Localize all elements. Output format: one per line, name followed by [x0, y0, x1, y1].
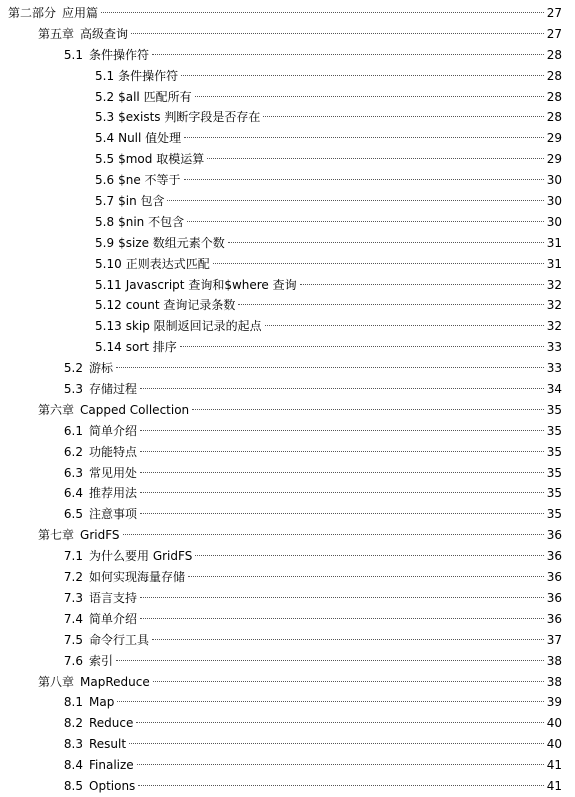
toc-leader-dots	[195, 555, 543, 556]
toc-entry-number: 7.4	[63, 611, 83, 626]
toc-entry-number: 5.11	[95, 277, 122, 292]
toc-entry-number: 5.9	[95, 235, 115, 250]
toc-entry-page: 28	[546, 47, 562, 62]
toc-entry-title: Javascript 查询和$where 查询	[125, 277, 297, 292]
toc-entry-page: 35	[546, 465, 562, 480]
table-of-contents	[0, 3, 575, 797]
toc-entry-title: 为什么要用 GridFS	[89, 549, 193, 564]
toc-entry-section[interactable]	[0, 442, 575, 463]
toc-entry-title: Result	[89, 737, 127, 752]
toc-leader-dots	[300, 284, 544, 285]
toc-leader-dots	[131, 33, 544, 34]
toc-entry-number: 5.2	[63, 361, 83, 376]
toc-entry-subsection[interactable]	[0, 107, 575, 128]
toc-entry-section[interactable]	[0, 734, 575, 755]
toc-leader-dots	[117, 701, 543, 702]
toc-entry-title: 游标	[89, 361, 114, 376]
toc-leader-dots	[129, 743, 544, 744]
toc-entry-page: 39	[546, 695, 562, 710]
toc-entry-title: Reduce	[89, 716, 134, 731]
toc-entry-page: 35	[546, 507, 562, 522]
toc-entry-number: 第五章	[38, 26, 75, 41]
toc-entry-number: 6.4	[63, 486, 83, 501]
toc-leader-dots	[136, 722, 543, 723]
toc-leader-dots	[213, 263, 544, 264]
toc-entry-section[interactable]	[0, 504, 575, 525]
toc-entry-number: 第六章	[38, 402, 75, 417]
toc-entry-title: 推荐用法	[89, 486, 138, 501]
toc-entry-title: 功能特点	[89, 444, 138, 459]
toc-entry-page: 35	[546, 486, 562, 501]
toc-entry-title: 常见用处	[89, 465, 138, 480]
toc-entry-title: 简单介绍	[89, 611, 138, 626]
toc-leader-dots	[181, 75, 544, 76]
toc-entry-title: Map	[89, 695, 115, 710]
toc-leader-dots	[140, 618, 544, 619]
toc-entry-page: 36	[546, 570, 562, 585]
toc-entry-section[interactable]	[0, 567, 575, 588]
toc-entry-title: Null 值处理	[118, 131, 182, 146]
toc-entry-number: 5.3	[63, 382, 83, 397]
toc-leader-dots	[207, 158, 544, 159]
toc-entry-title: MapReduce	[80, 674, 150, 689]
toc-entry-number: 6.1	[63, 423, 83, 438]
toc-entry-page: 40	[546, 716, 562, 731]
toc-leader-dots	[140, 513, 544, 514]
toc-entry-title: 简单介绍	[89, 423, 138, 438]
toc-entry-subsection[interactable]	[0, 170, 575, 191]
toc-entry-page: 40	[546, 737, 562, 752]
toc-entry-subsection[interactable]	[0, 295, 575, 316]
toc-entry-section[interactable]	[0, 651, 575, 672]
toc-entry-section[interactable]	[0, 755, 575, 776]
toc-leader-dots	[192, 409, 544, 410]
toc-entry-number: 5.6	[95, 173, 115, 188]
toc-entry-section[interactable]	[0, 630, 575, 651]
toc-entry-title: GridFS	[80, 528, 120, 543]
toc-entry-section[interactable]	[0, 463, 575, 484]
toc-entry-number: 7.6	[63, 653, 83, 668]
toc-entry-page: 29	[546, 152, 562, 167]
toc-entry-title: $in 包含	[118, 194, 165, 209]
toc-leader-dots	[238, 304, 543, 305]
toc-entry-number: 5.10	[95, 256, 122, 271]
toc-entry-page: 41	[546, 778, 562, 793]
toc-entry-number: 5.8	[95, 214, 115, 229]
toc-entry-page: 36	[546, 590, 562, 605]
toc-leader-dots	[140, 451, 544, 452]
toc-entry-number: 第八章	[38, 674, 75, 689]
toc-leader-dots	[138, 785, 543, 786]
toc-entry-section[interactable]	[0, 546, 575, 567]
toc-entry-title: $mod 取模运算	[118, 152, 205, 167]
toc-leader-dots	[153, 681, 544, 682]
toc-entry-section[interactable]	[0, 483, 575, 504]
toc-entry-number: 7.5	[63, 632, 83, 647]
toc-entry-title: 索引	[89, 653, 114, 668]
toc-leader-dots	[140, 597, 544, 598]
toc-entry-subsection[interactable]	[0, 233, 575, 254]
toc-entry-number: 5.2	[95, 89, 115, 104]
toc-entry-page: 31	[546, 235, 562, 250]
toc-entry-page: 34	[546, 382, 562, 397]
toc-leader-dots	[137, 764, 544, 765]
toc-entry-part[interactable]	[0, 3, 575, 24]
toc-entry-page: 38	[546, 674, 562, 689]
toc-entry-number: 8.4	[63, 758, 83, 773]
toc-entry-title: $ne 不等于	[118, 173, 181, 188]
toc-entry-title: sort 排序	[125, 340, 177, 355]
toc-leader-dots	[187, 221, 544, 222]
toc-entry-chapter[interactable]	[0, 525, 575, 546]
toc-leader-dots	[140, 430, 544, 431]
toc-entry-number: 5.13	[95, 319, 122, 334]
toc-entry-number: 8.5	[63, 778, 83, 793]
toc-entry-page: 30	[546, 194, 562, 209]
toc-entry-section[interactable]	[0, 588, 575, 609]
toc-entry-number: 5.1	[95, 68, 115, 83]
toc-leader-dots	[184, 137, 544, 138]
toc-entry-subsection[interactable]	[0, 128, 575, 149]
toc-entry-number: 8.1	[63, 695, 83, 710]
toc-entry-number: 8.2	[63, 716, 83, 731]
toc-entry-chapter[interactable]	[0, 400, 575, 421]
toc-entry-subsection[interactable]	[0, 275, 575, 296]
toc-entry-page: 28	[546, 89, 562, 104]
toc-entry-title: 条件操作符	[89, 47, 150, 62]
toc-leader-dots	[195, 96, 544, 97]
toc-entry-title: Capped Collection	[80, 402, 190, 417]
toc-entry-page: 31	[546, 256, 562, 271]
toc-entry-section[interactable]	[0, 692, 575, 713]
toc-entry-section[interactable]	[0, 45, 575, 66]
toc-entry-title: Finalize	[89, 758, 134, 773]
toc-entry-page: 30	[546, 214, 562, 229]
toc-entry-page: 33	[546, 361, 562, 376]
toc-entry-subsection[interactable]	[0, 254, 575, 275]
toc-entry-section[interactable]	[0, 379, 575, 400]
toc-leader-dots	[140, 472, 544, 473]
toc-leader-dots	[152, 54, 544, 55]
toc-entry-section[interactable]	[0, 421, 575, 442]
toc-leader-dots	[140, 388, 544, 389]
toc-entry-subsection[interactable]	[0, 191, 575, 212]
toc-entry-subsection[interactable]	[0, 316, 575, 337]
toc-entry-title: 高级查询	[80, 26, 129, 41]
toc-entry-subsection[interactable]	[0, 66, 575, 87]
toc-entry-chapter[interactable]	[0, 24, 575, 45]
toc-entry-title: $size 数组元素个数	[118, 235, 225, 250]
toc-entry-number: 6.5	[63, 507, 83, 522]
toc-entry-number: 7.3	[63, 590, 83, 605]
toc-entry-page: 35	[546, 423, 562, 438]
toc-leader-dots	[228, 242, 544, 243]
toc-entry-subsection[interactable]	[0, 337, 575, 358]
toc-entry-number: 5.5	[95, 152, 115, 167]
toc-entry-page: 30	[546, 173, 562, 188]
toc-entry-page: 35	[546, 444, 562, 459]
toc-entry-title: 语言支持	[89, 590, 138, 605]
toc-entry-title: skip 限制返回记录的起点	[125, 319, 262, 334]
toc-entry-title: 应用篇	[62, 6, 99, 20]
toc-entry-title: 命令行工具	[89, 632, 150, 647]
toc-leader-dots	[152, 639, 544, 640]
toc-entry-title: Options	[89, 778, 136, 793]
toc-entry-title: $all 匹配所有	[118, 89, 192, 104]
toc-entry-title: 注意事项	[89, 507, 138, 522]
toc-leader-dots	[184, 179, 544, 180]
toc-entry-page: 36	[546, 549, 562, 564]
toc-entry-page: 38	[546, 653, 562, 668]
toc-entry-number: 7.1	[63, 549, 83, 564]
toc-entry-title: $exists 判断字段是否存在	[118, 110, 261, 125]
toc-entry-page: 29	[546, 131, 562, 146]
toc-entry-title: count 查询记录条数	[125, 298, 236, 313]
toc-entry-number: 第二部分	[8, 6, 57, 20]
toc-entry-page: 35	[546, 402, 562, 417]
toc-entry-number: 6.2	[63, 444, 83, 459]
toc-leader-dots	[265, 325, 544, 326]
toc-entry-number: 6.3	[63, 465, 83, 480]
toc-entry-subsection[interactable]	[0, 212, 575, 233]
toc-leader-dots	[263, 116, 543, 117]
toc-leader-dots	[140, 492, 544, 493]
toc-entry-number: 第七章	[38, 528, 75, 543]
toc-entry-title: 条件操作符	[118, 68, 179, 83]
toc-entry-chapter[interactable]	[0, 672, 575, 693]
toc-entry-number: 5.7	[95, 194, 115, 209]
toc-entry-page: 27	[546, 6, 562, 20]
toc-entry-number: 5.1	[63, 47, 83, 62]
toc-entry-title: $nin 不包含	[118, 214, 185, 229]
toc-entry-page: 41	[546, 758, 562, 773]
toc-entry-page: 32	[546, 319, 562, 334]
toc-entry-number: 5.4	[95, 131, 115, 146]
toc-entry-page: 36	[546, 528, 562, 543]
toc-entry-section[interactable]	[0, 609, 575, 630]
toc-entry-number: 5.3	[95, 110, 115, 125]
toc-entry-page: 33	[546, 340, 562, 355]
toc-leader-dots	[123, 534, 544, 535]
toc-entry-number: 8.3	[63, 737, 83, 752]
toc-entry-subsection[interactable]	[0, 87, 575, 108]
toc-leader-dots	[116, 660, 544, 661]
toc-entry-number: 5.14	[95, 340, 122, 355]
toc-leader-dots	[167, 200, 543, 201]
toc-entry-title: 正则表达式匹配	[125, 256, 210, 271]
toc-entry-page: 28	[546, 68, 562, 83]
toc-entry-title: 如何实现海量存储	[89, 570, 186, 585]
toc-entry-page: 27	[546, 26, 562, 41]
toc-entry-section[interactable]	[0, 358, 575, 379]
toc-entry-page: 32	[546, 277, 562, 292]
toc-leader-dots	[101, 12, 544, 13]
toc-entry-number: 7.2	[63, 570, 83, 585]
toc-entry-section[interactable]	[0, 713, 575, 734]
toc-leader-dots	[180, 346, 544, 347]
toc-entry-page: 32	[546, 298, 562, 313]
toc-entry-page: 37	[546, 632, 562, 647]
toc-entry-subsection[interactable]	[0, 149, 575, 170]
toc-entry-section[interactable]	[0, 776, 575, 797]
toc-leader-dots	[116, 367, 544, 368]
toc-entry-page: 28	[546, 110, 562, 125]
toc-entry-number: 5.12	[95, 298, 122, 313]
toc-leader-dots	[188, 576, 544, 577]
toc-entry-page: 36	[546, 611, 562, 626]
toc-entry-title: 存储过程	[89, 382, 138, 397]
